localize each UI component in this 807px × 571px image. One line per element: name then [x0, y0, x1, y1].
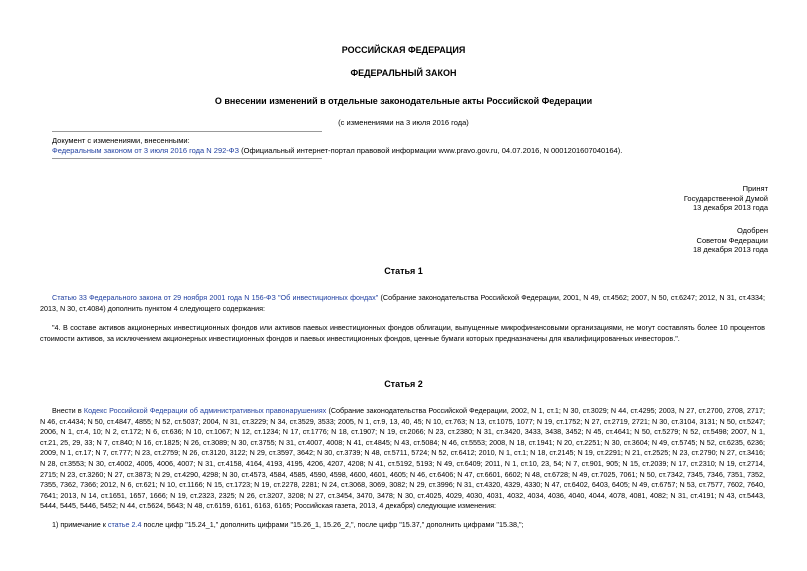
article-1-quote: "4. В составе активов акционерных инвестиционных фондов или активов паевых инвестиционных фондов облигации, выпущенные микрофинансовыми организациями, не могут составлять более 10 процентов стоимости активов, за исключением акционерных инвестиционных фондов и паевых инвестиционных фондов, ценные бумаги которых предназначены для квалифицированных инвесторов.". — [40, 323, 765, 343]
adoption-block — [684, 184, 768, 213]
changes-line — [52, 146, 622, 155]
article-2-paragraph — [40, 406, 765, 512]
changes-top-divider — [52, 131, 322, 132]
amending-law-link[interactable]: Федеральным законом от 3 июля 2016 года N 292-ФЗ — [52, 146, 240, 155]
article-1-heading: Статья 1 — [384, 266, 423, 276]
item-1-prefix: 1) примечание к — [52, 520, 108, 529]
revision-note: (с изменениями на 3 июля 2016 года) — [338, 118, 469, 127]
law-type-heading: ФЕДЕРАЛЬНЫЙ ЗАКОН — [350, 68, 457, 78]
article-1-paragraph — [40, 293, 765, 314]
changes-bottom-divider — [52, 158, 322, 159]
item-1-text: после цифр "15.24_1," дополнить цифрами "15.26_1, 15.26_2,", после цифр "15.37," дополнить цифрами "15.38,"; — [141, 520, 524, 529]
changes-intro: Документ с изменениями, внесенными: — [52, 136, 190, 145]
adopted-by: Государственной Думой — [683, 193, 768, 203]
article-1-text: (Собрание законодательства Российской Федерации, 2001, N 49, ст.4562; 2007, N 50, ст.6247; 2012, N 31, ст.4334; 2013, N 30, ст.4084) дополнить пунктом 4 следующего содержания: — [40, 293, 765, 313]
adopted-label: Принят — [742, 184, 768, 193]
article-2-text: (Собрание законодательства Российской Федерации, 2002, N 1, ст.1; N 30, ст.3029; N 44, ст.4295; 2003, N 27, ст.2700, 2708, 2717; N 46, ст.4434; N 50, ст.4847, 4855; N 52, ст.5037; 2004, N 31, ст.3229; N 34, ст.3529, 3533; 2005, N 1, ст.9, 13, 40, 45; N 10, ст.763; N 13, ст.1075, 1077; N 19, ст.1752; N 27, ст.2719, 2721; N 30, ст.3104, 3131; N 50, ст.5247; 2006, N 1, ст.4, 10; N 2, ст.172; N 6, ст.636; N 10, ст.1067; N 12, ст.1234; N 17, ст.1776; N 18, ст.1907; N 19, ст.2066; N 23, ст.2380; N 31, ст.3420, 3433, 3438, 3452; N 45, ст.4641; N 50, ст.5279; N 52, ст.5498; 2007, N 1, ст.21, 25, 29, 33; N 7, ст.840; N 16, ст.1825; N 26, ст.3089; N 30, ст.3755; N 31, ст.4007, 4008; N 41, ст.4845; N 43, ст.5084; N 46, ст.5553; 2008, N 18, ст.1941; N 20, ст.2251; N 30, ст.3604; N 49, ст.5745; N 52, ст.6235, 6236; 2009, N 1, ст.17; N 7, ст.777; N 23, ст.2759; N 26, ст.3120, 3122; N 29, ст.3597, 3642; N 30, ст.3739; N 48, ст.5711, 5724; N 52, ст.6412; 2010, N 1, ст.1; N 18, ст.2145; N 19, ст.2291; N 21, ст.2525; N 23, ст.2790; N 27, ст.3416; N 28, ст.3553; N 30, ст.4002, 4005, 4006, 4007; N 31, ст.4158, 4164, 4193, 4195, 4206, 4207, 4208; N 41, ст.5192, 5193; N 49, ст.6409; 2011, N 1, ст.10, 23, 54; N 7, ст.901, 905; N 15, ст.2039; N 17, ст.2310; N 19, ст.2714, 2715; N 23, ст.3260; N 27, ст.3873; N 29, ст.4290, 4298; N 30, ст.4573, 4584, 4585, 4590, 4598, 4600, 4601, 4605; N 46, ст.6406; N 47, ст.6601, 6602; N 48, ст.6728; N 49, ст.7025, 7061; N 50, ст.7342, 7345, 7346, 7351, 7352, 7355, 7362, 7366; 2012, N 6, ст.621; N 10, ст.1166; N 15, ст.1723; N 19, ст.2278, 2281; N 24, ст.3068, 3069, 3082; N 29, ст.3996; N 31, ст.4320, 4329, 4330; N 47, ст.6402, 6403, 6405; N 49, ст.6757; N 53, ст.7577, 7602, 7640, 7641; 2013, N 14, ст.1651, 1657, 1666; N 19, ст.2323, 2325; N 26, ст.3207, 3208; N 27, ст.3454, 3470, 3478; N 30, ст.4025, 4029, 4030, 4031, 4032, 4034, 4036, 4040, 4044, 4078, 4081, 4082; N 31, ст.4191; N 43, ст.5443, 5444, 5445, 5446, 5452; N 44, ст.5624, 5643; N 48, ст.6159, 6161, 6163, 6165; Российская газета, 2013, 4 декабря) следующие изменения: — [40, 406, 765, 511]
article-2-heading: Статья 2 — [384, 379, 423, 389]
article-2-prefix: Внести в — [52, 406, 84, 415]
approved-by: Советом Федерации — [696, 235, 768, 245]
article-2-4-link[interactable]: статье 2.4 — [107, 520, 142, 529]
approval-block — [693, 226, 768, 255]
approved-label: Одобрен — [737, 226, 768, 235]
law-title: О внесении изменений в отдельные законодательные акты Российской Федерации — [214, 96, 593, 106]
adopted-date: 13 декабря 2013 года — [692, 203, 768, 212]
investment-funds-law-link[interactable]: Статью 33 Федерального закона от 29 ноября 2001 года N 156-ФЗ "Об инвестиционных фондах" — [52, 293, 379, 302]
amending-law-source: (Официальный интернет-портал правовой информации www.pravo.gov.ru, 04.07.2016, N 0001201607040164). — [239, 146, 623, 155]
koap-link[interactable]: Кодекс Российской Федерации об административных правонарушениях — [83, 406, 327, 415]
article-2-item-1 — [40, 520, 765, 531]
country-heading: РОССИЙСКАЯ ФЕДЕРАЦИЯ — [341, 45, 466, 55]
approved-date: 18 декабря 2013 года — [692, 245, 768, 254]
